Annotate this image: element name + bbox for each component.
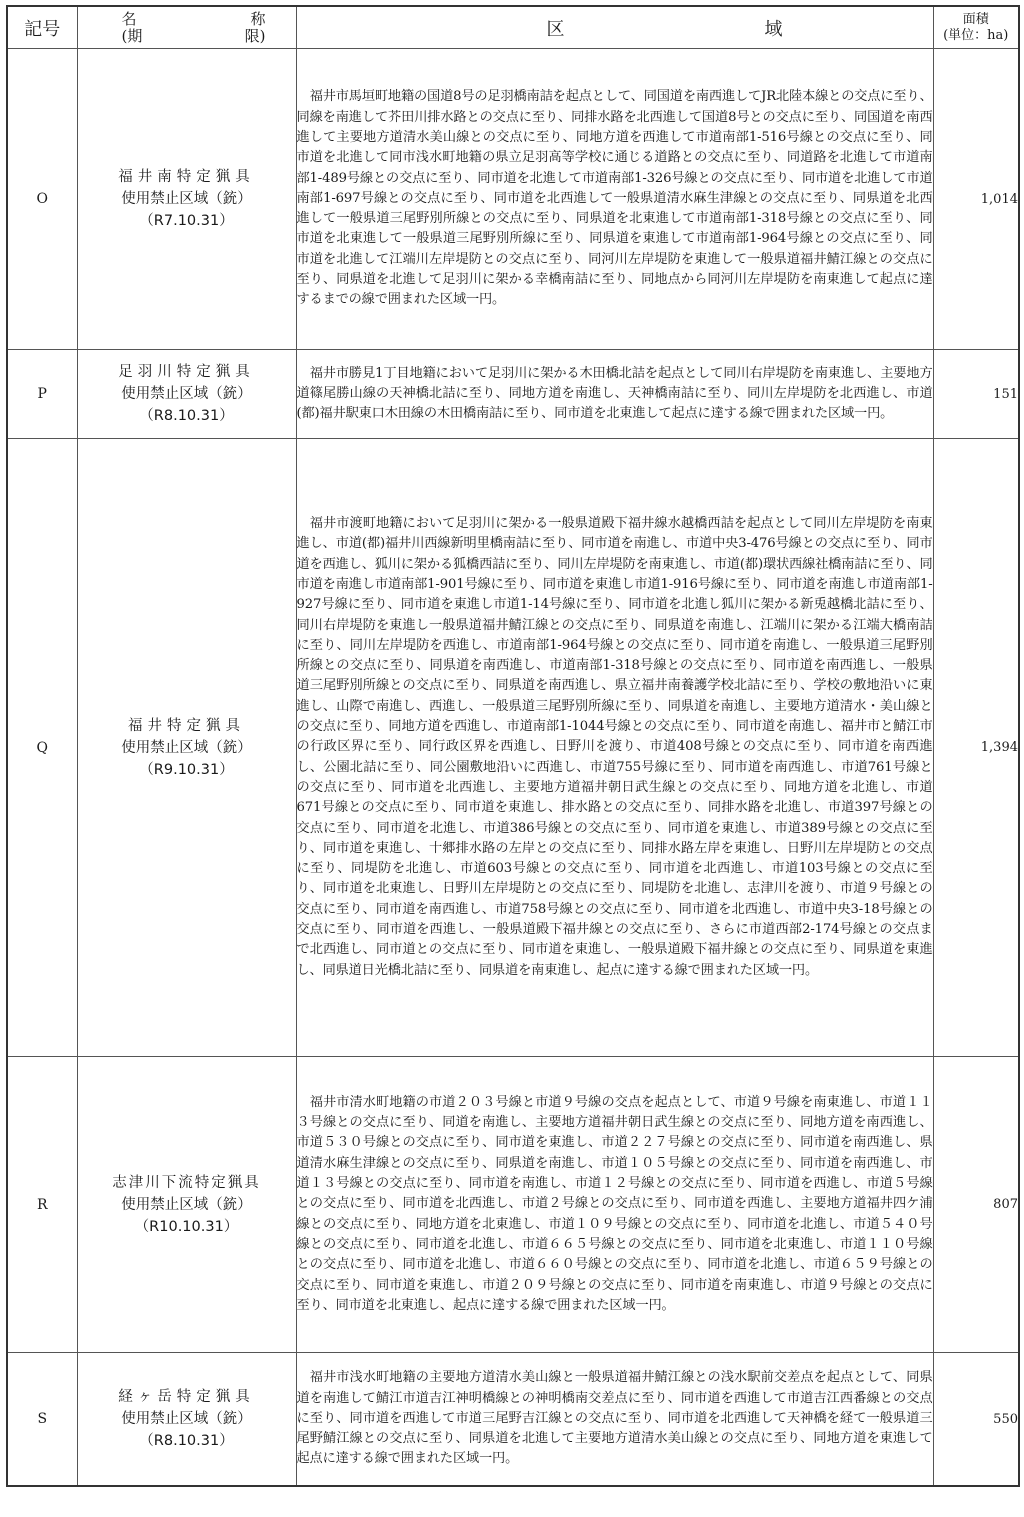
row-symbol: O bbox=[7, 49, 77, 350]
header-area-label: 面積 bbox=[962, 11, 989, 27]
row-name bbox=[77, 1353, 296, 1487]
header-name-right: 称 bbox=[250, 9, 266, 28]
row-area: 807 bbox=[933, 1057, 1019, 1353]
row-name-line2: 使用禁止区域（銃） bbox=[121, 739, 252, 756]
header-area bbox=[933, 6, 1019, 49]
row-period: （R8.10.31） bbox=[139, 408, 234, 424]
row-name-line1: 足羽川特定猟具 bbox=[118, 364, 255, 380]
row-name-line2: 使用禁止区域（銃） bbox=[121, 1411, 252, 1427]
header-period-left: (期 bbox=[121, 26, 143, 45]
row-period: （R10.10.31） bbox=[134, 1218, 239, 1235]
row-symbol: R bbox=[7, 1057, 77, 1353]
table-row bbox=[7, 49, 1019, 350]
table-row bbox=[7, 1353, 1019, 1487]
row-name bbox=[77, 1057, 296, 1353]
row-area: 1,014 bbox=[933, 49, 1019, 350]
row-zone-description: 福井市勝見1丁目地籍において足羽川に架かる木田橋北詰を起点として同川右岸堤防を南東進し、主要地方道篠尾勝山線の天神橋北詰に至り、同地方道を南進し、天神橋南詰に至り、同川左岸堤防を北西進し、市道(都)福井駅東口木田線の木田橋南詰に至り、同市道を北東進して起点に達する線で囲まれた区域一円。 bbox=[296, 350, 933, 439]
table-row bbox=[7, 1057, 1019, 1353]
row-name-line2: 使用禁止区域（銃） bbox=[121, 191, 252, 207]
header-area-unit: (単位：ha) bbox=[943, 27, 1009, 43]
row-symbol: Q bbox=[7, 439, 77, 1057]
row-name-line2: 使用禁止区域（銃） bbox=[121, 1196, 252, 1213]
header-zone-left: 区 bbox=[546, 18, 565, 40]
table-row bbox=[7, 350, 1019, 439]
row-name-line1: 志津川下流特定猟具 bbox=[112, 1174, 261, 1191]
header-name-period bbox=[77, 6, 296, 49]
row-period: （R8.10.31） bbox=[139, 1433, 234, 1449]
row-name bbox=[77, 49, 296, 350]
row-area: 1,394 bbox=[933, 439, 1019, 1057]
row-zone-description: 福井市浅水町地籍の主要地方道清水美山線と一般県道福井鯖江線との浅水駅前交差点を起点として、同県道を南進して鯖江市道吉江神明橋線との神明橋南交差点に至り、同市道を西進して市道吉江西番線との交点に至り、同市道を西進して市道三尾野吉江線との交点に至り、同市道を北西進して天神橋を経て一般県道三尾野鯖江線との交点に至り、同県道を北進して主要地方道清水美山線との交点に至り、同地方道を東進して起点に達する線で囲まれた区域一円。 bbox=[296, 1353, 933, 1487]
row-symbol: P bbox=[7, 350, 77, 439]
row-name-line2: 使用禁止区域（銃） bbox=[121, 386, 252, 402]
row-zone-description: 福井市馬垣町地籍の国道8号の足羽橋南詰を起点として、同国道を南西進してJR北陸本線との交点に至り、同線を南進して芥田川排水路との交点に至り、同排水路を北西進して国道8号との交点に至り、同国道を南西進して主要地方道清水美山線との交点に至り、同地方道を西進して市道南部1-516号線との交点に至り、同市道を北進して同市浅水町地籍の県立足羽高等学校に通じる道路との交点に至り、同道路を北進して市道南部1-489号線との交点に至り、同市道を北進して市道南部1-326号線との交点に至り、同市道を北進して市道南部1-697号線との交点に至り、同市道を北西進して一般県道清水麻生津線との交点に至り、同県道を北西進して一般県道三尾野別所線との交点に至り、同県道を北東進して市道南部1-318号線との交点に至り、同市道を北東進して一般県道三尾野別所線に至り、同県道を東進して市道南部1-964号線との交点に至り、同市道を北進して江端川左岸堤防との交点に至り、同河川左岸堤防を東進して一般県道福井鯖江線との交点に至り、同県道を北進して足羽川に架かる幸橋南詰に至り、同地点から同河川左岸堤防を南東進して起点に達するまでの線で囲まれた区域一円。 bbox=[296, 49, 933, 350]
table-row bbox=[7, 439, 1019, 1057]
row-period: （R7.10.31） bbox=[139, 213, 234, 229]
row-symbol: S bbox=[7, 1353, 77, 1487]
row-area: 550 bbox=[933, 1353, 1019, 1487]
header-period-right: 限) bbox=[244, 26, 266, 45]
row-area: 151 bbox=[933, 350, 1019, 439]
row-name-line1: 福井特定猟具 bbox=[128, 717, 245, 734]
row-name bbox=[77, 350, 296, 439]
row-zone-description: 福井市清水町地籍の市道２０３号線と市道９号線の交点を起点として、市道９号線を南東進し、市道１１３号線との交点に至り、同道を南進し、主要地方道福井朝日武生線との交点に至り、同地方道を南西進し、市道５３０号線との交点に至り、同市道を東進し、市道２２７号線との交点に至り、同市道を南西進し、県道清水麻生津線との交点に至り、同県道を南進し、市道１０５号線との交点に至り、同市道を南西進し、市道１３号線との交点に至り、同市道を南進し、市道１２号線との交点に至り、同市道を西進し、市道５号線との交点に至り、同市道を北西進し、市道２号線との交点に至り、同市道を西進し、主要地方道福井四ケ浦線との交点に至り、同地方道を北東進し、市道１０９号線との交点に至り、同市道を北進し、市道５４０号線との交点に至り、同市道を北進し、市道６６５号線との交点に至り、同市道を北東進し、市道１１０号線との交点に至り、同市道を北進し、市道６６０号線との交点に至り、同市道を北進し、市道６５９号線との交点に至り、同市道を東進し、市道２０９号線との交点に至り、同市道を南東進し、市道９号線との交点に至り、同市道を北東進し、起点に達する線で囲まれた区域一円。 bbox=[296, 1057, 933, 1353]
row-period: （R9.10.31） bbox=[139, 761, 234, 778]
header-zone-right: 域 bbox=[764, 18, 783, 40]
table-header-row bbox=[7, 6, 1019, 49]
hunting-restriction-zones-table bbox=[6, 5, 1020, 1487]
header-symbol: 記号 bbox=[7, 6, 77, 49]
row-name-line1: 経ヶ岳特定猟具 bbox=[118, 1389, 255, 1405]
header-zone bbox=[296, 6, 933, 49]
row-name-line1: 福井南特定猟具 bbox=[118, 169, 255, 185]
row-zone-description: 福井市渡町地籍において足羽川に架かる一般県道殿下福井線水越橋西詰を起点として同川左岸堤防を南東進し、市道(都)福井川西線新明里橋南詰に至り、同市道を南進し、市道中央3-476号線との交点に至り、同市道を西進し、狐川に架かる狐橋西詰に至り、同川左岸堤防を南東進し、市道(都)環状西線社橋南詰に至り、同市道を南進し市道南部1-901号線に至り、同市道を東進し市道1-916号線に至り、同市道を南進し市道南部1-927号線に至り、同市道を東進し市道1-14号線に至り、同市道を北進し狐川に架かる新兎越橋北詰に至り、同川右岸堤防を東進し一般県道福井鯖江線との交点に至り、同県道を南進し、江端川に架かる江端大橋南詰に至り、同川左岸堤防を西進し、市道南部1-964号線との交点に至り、同市道を南進し、一般県道三尾野別所線との交点に至り、同県道を南西進し、市道南部1-318号線との交点に至り、同市道を南西進し、一般県道三尾野別所線との交点に至り、同県道を南西進し、県立福井南養護学校北詰に至り、学校の敷地沿いに東進し、山際で南進し、西進し、一般県道三尾野別所線に至り、同県道を南進し、主要地方道清水・美山線との交点に至り、同地方道を西進し、市道南部1-1044号線との交点に至り、同市道を南進し、福井市と鯖江市の行政区界に至り、同行政区界を西進し、日野川を渡り、市道408号線との交点に至り、同市道を南西進し、公園北詰に至り、同公園敷地沿いに西進し、市道755号線に至り、同市道を南西進し、市道761号線との交点に至り、同市道を北西進し、主要地方道福井朝日武生線との交点に至り、同地方道を北進し、市道671号線との交点に至り、同市道を東進し、排水路との交点に至り、同排水路を北進し、市道397号線との交点に至り、同市道を北進し、市道386号線との交点に至り、同市道を東進し、市道389号線との交点に至り、同市道を東進し、十郷排水路の左岸との交点に至り、同排水路左岸を東進し、日野川左岸堤防との交点に至り、同堤防を北進し、市道603号線との交点に至り、同市道を北西進し、市道103号線との交点に至り、同市道を北東進し、日野川左岸堤防との交点に至り、同堤防を北進し、志津川を渡り、市道９号線との交点に至り、同市道を南西進し、市道758号線との交点に至り、同市道を北西進し、市道中央3-18号線との交点に至り、同市道を西進し、一般県道殿下福井線との交点に至り、さらに市道西部2-174号線との交点まで北西進し、同市道との交点に至り、同市道を東進し、一般県道殿下福井線との交点に至り、同県道を東進し、同県道日光橋北詰に至り、同県道を南東進し、起点に達する線で囲まれた区域一円。 bbox=[296, 439, 933, 1057]
header-name-left: 名 bbox=[121, 9, 137, 28]
row-name bbox=[77, 439, 296, 1057]
